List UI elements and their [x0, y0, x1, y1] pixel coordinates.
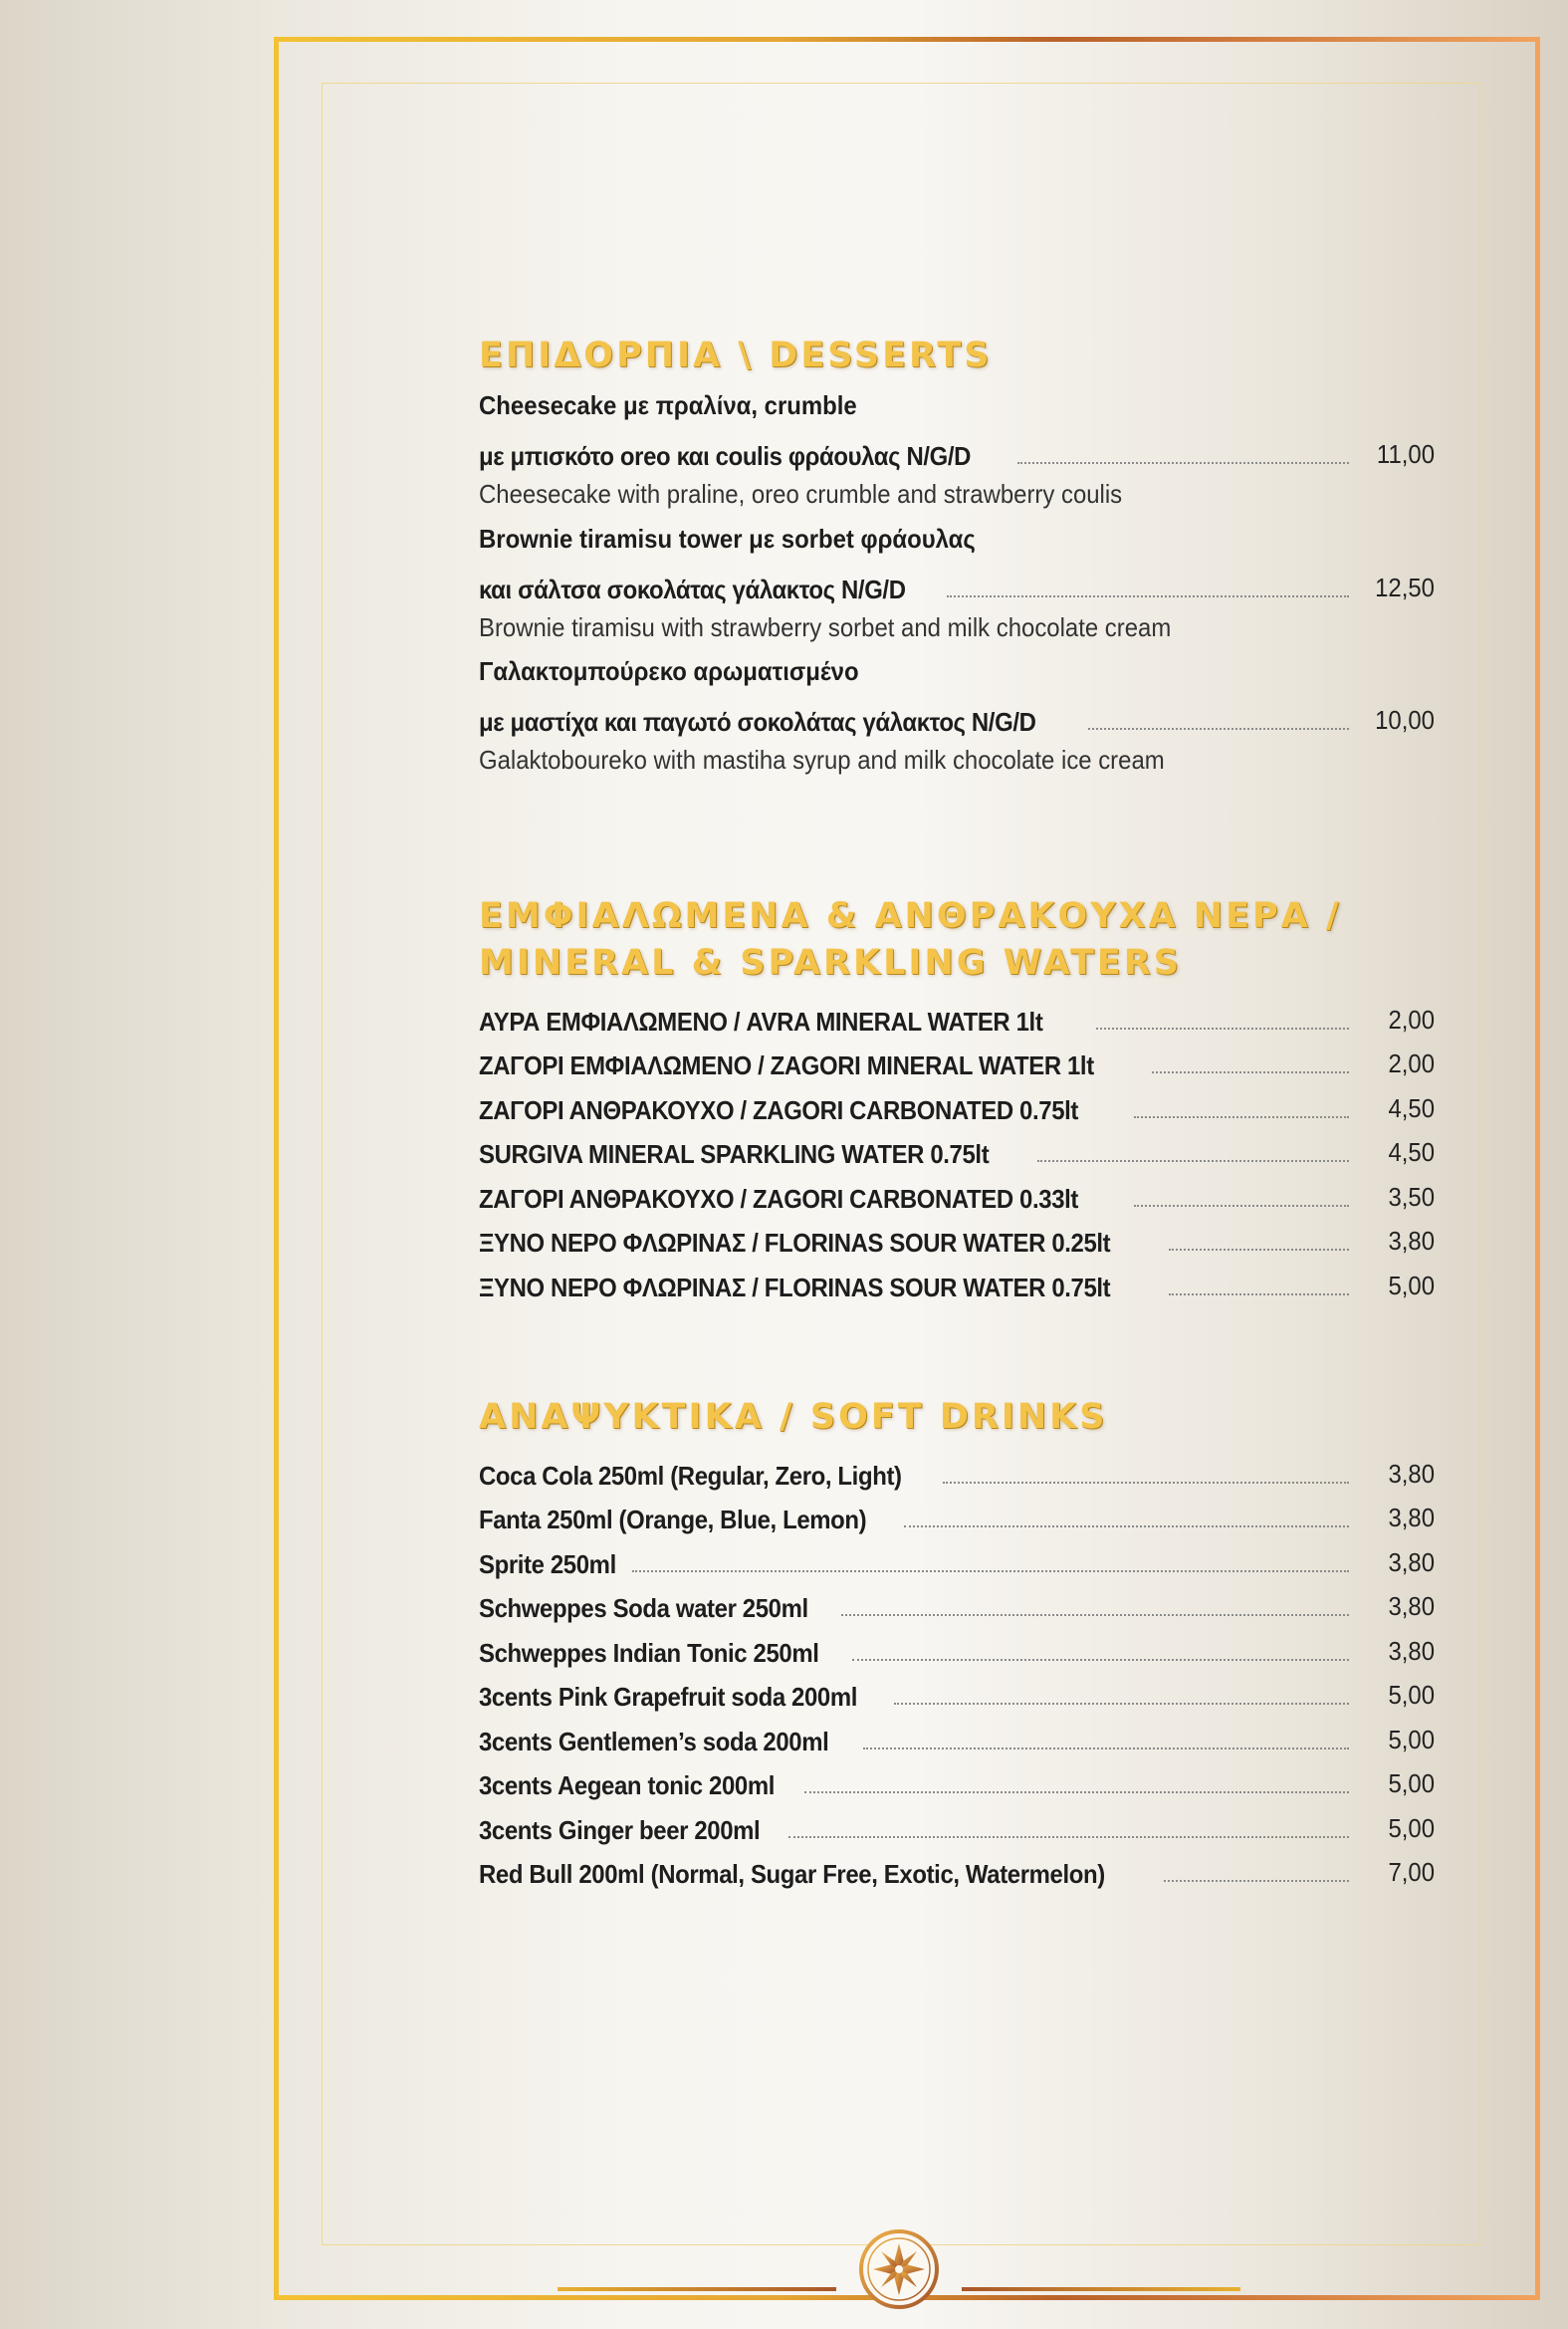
water-price: 5,00: [1388, 1270, 1435, 1300]
dessert-price-row: [479, 694, 1435, 739]
drink-price: 5,00: [1388, 1680, 1435, 1710]
soft-drinks-section: [479, 1394, 1435, 1890]
drink-price: 7,00: [1388, 1857, 1435, 1887]
drink-name: Sprite 250ml: [479, 1548, 616, 1579]
desserts-title: ΕΠΙΔΟΡΠΙΑ \ DESSERTS: [479, 336, 993, 375]
water-item: [479, 993, 1435, 1038]
water-price: 3,50: [1388, 1181, 1435, 1212]
drink-item: [479, 1535, 1435, 1580]
dot-leader: [947, 594, 1349, 597]
drink-price: 5,00: [1388, 1768, 1435, 1798]
drink-item: [479, 1713, 1435, 1757]
dot-leader: [1017, 461, 1349, 464]
dessert-item: [479, 649, 1435, 783]
dessert-description: Galaktoboureko with mastiha syrup and milk chocolate ice cream: [479, 745, 1165, 775]
drink-name: 3cents Gentlemen’s soda 200ml: [479, 1726, 829, 1756]
water-price: 3,80: [1388, 1226, 1435, 1256]
drink-item: [479, 1580, 1435, 1625]
water-name: ΖΑΓΟΡΙ ΑΝΘΡΑΚΟΥΧΟ / ZAGORI CARBONATED 0.75lt: [479, 1094, 1079, 1125]
bottom-divider-right: [962, 2287, 1240, 2291]
drink-item: [479, 1624, 1435, 1669]
dessert-name-line2: με μπισκότο oreo και coulis φράουλας N/G/D: [479, 441, 972, 471]
dot-leader: [894, 1702, 1349, 1705]
dessert-name-line2: και σάλτσα σοκολάτας γάλακτος N/G/D: [479, 574, 906, 604]
water-item: [479, 1081, 1435, 1126]
water-name: ΑΥΡΑ ΕΜΦΙΑΛΩΜΕΝΟ / AVRA MINERAL WATER 1lt: [479, 1006, 1043, 1037]
drink-name: Coca Cola 250ml (Regular, Zero, Light): [479, 1460, 902, 1491]
water-name: ΞΥΝΟ ΝΕΡΟ ΦΛΩΡΙΝΑΣ / FLORINAS SOUR WATER 0.75lt: [479, 1272, 1111, 1302]
water-name: SURGIVA MINERAL SPARKLING WATER 0.75lt: [479, 1139, 990, 1169]
drink-name: Schweppes Indian Tonic 250ml: [479, 1637, 819, 1668]
water-item: [479, 1170, 1435, 1215]
drink-price: 5,00: [1388, 1812, 1435, 1843]
dot-leader: [1164, 1879, 1349, 1882]
water-name: ΖΑΓΟΡΙ ΑΝΘΡΑΚΟΥΧΟ / ZAGORI CARBONATED 0.33lt: [479, 1183, 1079, 1214]
dessert-price: 12,50: [1375, 572, 1435, 602]
water-price: 4,50: [1388, 1092, 1435, 1123]
drink-name: 3cents Aegean tonic 200ml: [479, 1770, 776, 1800]
dessert-name-line1: Cheesecake με πραλίνα, crumble: [479, 390, 857, 420]
water-name: ΖΑΓΟΡΙ ΕΜΦΙΑΛΩΜΕΝΟ / ZAGORI MINERAL WATER 1lt: [479, 1050, 1094, 1080]
dot-leader: [1096, 1027, 1349, 1030]
dessert-price-row: [479, 561, 1435, 605]
drink-price: 3,80: [1388, 1546, 1435, 1577]
dot-leader: [1134, 1204, 1349, 1207]
dot-leader: [632, 1569, 1349, 1572]
dessert-description: Cheesecake with praline, oreo crumble and strawberry coulis: [479, 479, 1123, 509]
dessert-name-line1: Brownie tiramisu tower με sorbet φράουλας: [479, 523, 976, 554]
drink-item: [479, 1757, 1435, 1802]
drink-item: [479, 1447, 1435, 1492]
drink-price: 5,00: [1388, 1724, 1435, 1754]
dessert-price: 10,00: [1375, 705, 1435, 735]
drink-name: Fanta 250ml (Orange, Blue, Lemon): [479, 1505, 867, 1534]
dot-leader: [1088, 727, 1349, 730]
water-item: [479, 1259, 1435, 1303]
dessert-item: [479, 517, 1435, 650]
dessert-item: [479, 383, 1435, 517]
dot-leader: [1037, 1159, 1349, 1162]
waters-section: [479, 893, 1435, 1303]
drink-price: 3,80: [1388, 1591, 1435, 1621]
drink-price: 3,80: [1388, 1503, 1435, 1532]
dot-leader: [1134, 1115, 1349, 1118]
drink-name: 3cents Ginger beer 200ml: [479, 1814, 761, 1845]
drink-name: Red Bull 200ml (Normal, Sugar Free, Exotic, Watermelon): [479, 1859, 1105, 1889]
dot-leader: [841, 1613, 1349, 1616]
star-emblem-icon: [857, 2227, 941, 2311]
dot-leader: [863, 1747, 1349, 1749]
dot-leader: [804, 1790, 1349, 1793]
water-name: ΞΥΝΟ ΝΕΡΟ ΦΛΩΡΙΝΑΣ / FLORINAS SOUR WATER 0.25lt: [479, 1228, 1111, 1258]
water-price: 2,00: [1388, 1048, 1435, 1078]
dessert-price: 11,00: [1376, 439, 1435, 469]
dot-leader: [943, 1481, 1349, 1484]
dot-leader: [1169, 1292, 1349, 1295]
dessert-name-line2: με μαστίχα και παγωτό σοκολάτας γάλακτος N/G/D: [479, 707, 1036, 737]
dessert-price-row: [479, 428, 1435, 473]
dessert-description: Brownie tiramisu with strawberry sorbet and milk chocolate cream: [479, 611, 1172, 642]
dot-leader: [1169, 1248, 1349, 1251]
dot-leader: [904, 1524, 1349, 1527]
drink-item: [479, 1492, 1435, 1536]
dot-leader: [852, 1658, 1349, 1661]
drink-price: 3,80: [1388, 1635, 1435, 1666]
water-item: [479, 1215, 1435, 1260]
drink-item: [479, 1846, 1435, 1891]
water-item: [479, 1038, 1435, 1082]
desserts-section: [479, 333, 1435, 783]
dot-leader: [788, 1835, 1349, 1838]
drink-item: [479, 1801, 1435, 1846]
water-item: [479, 1126, 1435, 1171]
drink-item: [479, 1669, 1435, 1714]
waters-title-line1: ΕΜΦΙΑΛΩΜΕΝΑ & ΑΝΘΡΑΚΟΥΧΑ ΝΕΡΑ /: [479, 896, 1342, 936]
drink-name: Schweppes Soda water 250ml: [479, 1593, 808, 1623]
drink-price: 3,80: [1388, 1458, 1435, 1489]
soft-drinks-title: ΑΝΑΨΥΚΤΙΚΑ / SOFT DRINKS: [479, 1397, 1108, 1437]
waters-title-line2: MINERAL & SPARKLING WATERS: [479, 943, 1182, 983]
dessert-name-line1: Γαλακτομπούρεκο αρωματισμένο: [479, 656, 859, 686]
dot-leader: [1152, 1070, 1349, 1073]
bottom-divider-left: [558, 2287, 836, 2291]
water-price: 4,50: [1388, 1137, 1435, 1167]
water-price: 2,00: [1388, 1004, 1435, 1035]
drink-name: 3cents Pink Grapefruit soda 200ml: [479, 1682, 858, 1712]
